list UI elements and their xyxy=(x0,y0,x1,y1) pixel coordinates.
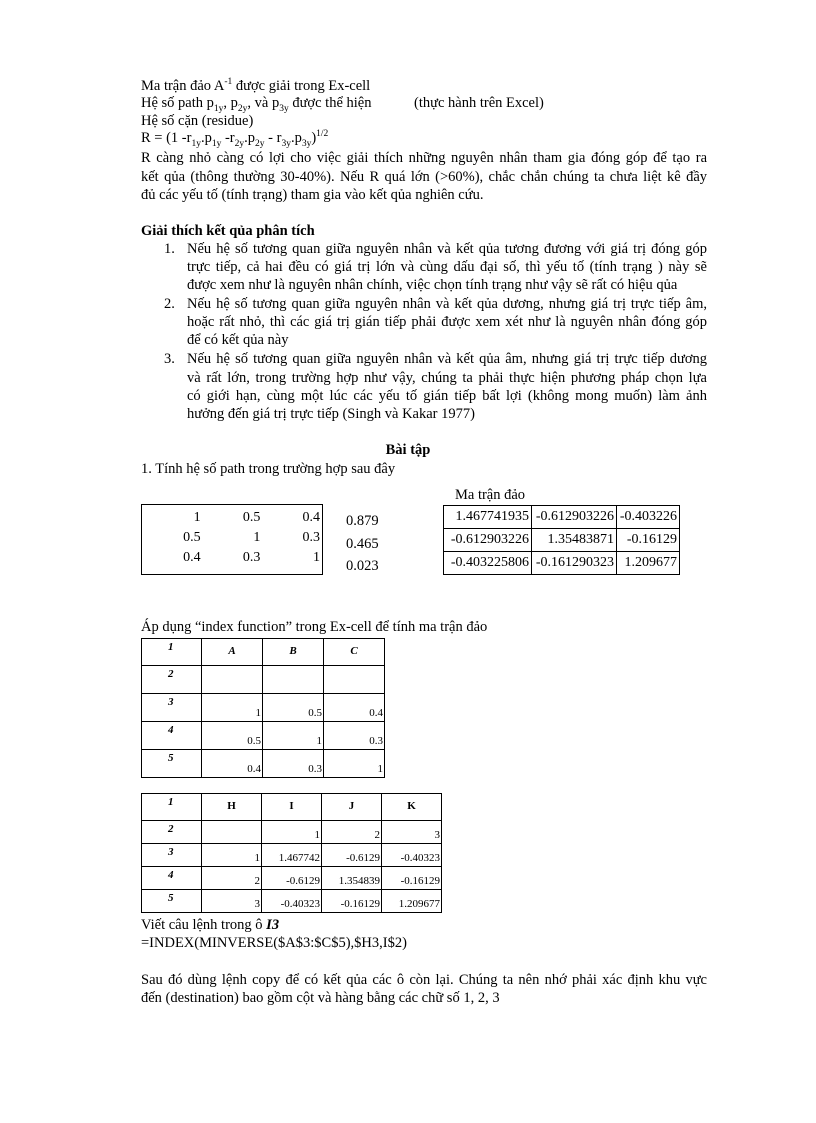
table-row xyxy=(142,694,385,722)
table-cell: 2 xyxy=(202,867,262,890)
row-header: 4 xyxy=(142,867,202,890)
table-cell: -0.6129 xyxy=(262,867,322,890)
matrix-cell: 0.3 xyxy=(302,530,320,545)
row-header: 3 xyxy=(142,844,202,867)
table-cell: 1 xyxy=(263,722,324,750)
row-header: 4 xyxy=(142,722,202,750)
list-number: 2. xyxy=(164,296,175,312)
residue-formula: R = (1 $-r_{1y}.p_{1y}$ $-r_{2y}.p_{2y} - r_{3y}.p_{3y})^{1/2}$ xyxy=(141,129,329,149)
column-header: B xyxy=(263,639,324,666)
column-header: H xyxy=(202,794,262,821)
list-item-line: hưởng đến giá trị trực tiếp (Singh và Kakar 1977) xyxy=(187,406,475,422)
inverse-matrix xyxy=(443,505,680,575)
table-cell: -0.16129 xyxy=(322,890,382,913)
table-row xyxy=(142,508,322,528)
table-cell: 3 xyxy=(202,890,262,913)
correlation-matrix-box xyxy=(141,504,323,575)
matrix-cell: -0.403226 xyxy=(619,509,677,524)
table-cell: 1 xyxy=(324,750,385,778)
table-cell: 1.209677 xyxy=(382,890,442,913)
table-row xyxy=(142,844,442,867)
path-coefficients-line: Hệ số path $p_{1y}$, $p_{2y}$, và $p_{3y}$ được thể hiện xyxy=(141,95,372,114)
list-number: 3. xyxy=(164,351,175,367)
index-formula: =INDEX(MINVERSE($A$3:$C$5),$H3,I$2) xyxy=(141,935,407,951)
matrix-cell: 1.467741935 xyxy=(444,506,532,529)
matrix-cell: 0.4 xyxy=(183,550,201,565)
list-item-line: Nếu hệ số tương quan giữa nguyên nhân và kết qủa tương đương với giá trị đóng góp xyxy=(187,241,707,257)
table-row xyxy=(142,548,322,568)
row-header: 1 xyxy=(142,639,202,666)
table-row xyxy=(142,821,442,844)
inverse-matrix-label: Ma trận đảo xyxy=(455,487,526,503)
list-item-line: để có kết qủa này xyxy=(187,332,289,348)
list-item-line: và rất lớn, trong trường hợp như vậy, chúng ta phải thực hiện phương pháp chọn lựa xyxy=(187,370,707,386)
table-cell xyxy=(263,666,324,694)
correlation-vector-value: 0.879 xyxy=(346,513,379,529)
table-cell: 1.354839 xyxy=(322,867,382,890)
table-cell: 0.3 xyxy=(324,722,385,750)
table-row xyxy=(444,529,680,552)
column-header: K xyxy=(382,794,442,821)
analysis-heading: Giải thích kết qủa phân tích xyxy=(141,223,315,239)
table-cell: -0.40323 xyxy=(262,890,322,913)
table-cell: 0.5 xyxy=(263,694,324,722)
column-header: A xyxy=(202,639,263,666)
table-row xyxy=(142,722,385,750)
table-row xyxy=(444,506,680,529)
column-header: C xyxy=(324,639,385,666)
table-row xyxy=(142,750,385,778)
residue-line: Hệ số cặn (residue) xyxy=(141,113,254,129)
table-cell: -0.6129 xyxy=(322,844,382,867)
exercise-title: Bài tập xyxy=(385,442,431,458)
list-item-line: Nếu hệ số tương quan giữa nguyên nhân và kết qủa âm, nhưng giá trị trực tiếp dương xyxy=(187,351,707,367)
table-cell: 1.467742 xyxy=(262,844,322,867)
table-cell: 1 xyxy=(202,844,262,867)
list-item-line: Nếu hệ số tương quan giữa nguyên nhân và kết qủa dương, nhưng giá trị trực tiếp âm, xyxy=(187,296,707,312)
matrix-cell: 1 xyxy=(253,530,261,545)
list-item-line: có giới hạn, cùng một lúc các yếu tố gián tiếp bất lợi (không mong muốn) làm ảnh xyxy=(187,388,707,404)
table-cell: 2 xyxy=(322,821,382,844)
row-header: 3 xyxy=(142,694,202,722)
table-row xyxy=(142,639,385,666)
table-cell xyxy=(202,821,262,844)
matrix-cell: -0.161290323 xyxy=(532,552,617,575)
table-cell: -0.40323 xyxy=(382,844,442,867)
matrix-cell: -0.612903226 xyxy=(444,529,532,552)
matrix-cell: 0.5 xyxy=(242,510,261,525)
residue-paragraph-line: R càng nhỏ càng có lợi cho việc giải thích những nguyên nhân tham gia đóng góp để tạo ra xyxy=(141,150,707,166)
closing-paragraph-line: Sau đó dùng lệnh copy để có kết qủa các ô còn lại. Chúng ta nên nhớ phải xác định khu vực xyxy=(141,972,707,988)
table-row xyxy=(142,890,442,913)
table-cell: 1 xyxy=(262,821,322,844)
row-header: 5 xyxy=(142,890,202,913)
matrix-cell: 0.5 xyxy=(183,530,201,545)
matrix-cell: -0.612903226 xyxy=(532,506,617,529)
correlation-vector-value: 0.465 xyxy=(346,536,379,552)
table-cell: 0.5 xyxy=(202,722,263,750)
matrix-cell: 1 xyxy=(193,510,201,525)
table-row xyxy=(444,552,680,575)
residue-paragraph-line: đủ các yếu tố (tính trạng) tham gia vào kết qủa nghiên cứu. xyxy=(141,187,484,203)
excel-intro: Áp dụng “index function” trong Ex-cell để tính ma trận đảo xyxy=(141,619,488,635)
list-item-line: trực tiếp, cả hai đều có giá trị lớn và cùng dấu đại số, thì yếu tố (tính trạng ) này sẽ xyxy=(187,259,707,275)
matrix-cell: 1 xyxy=(313,550,320,565)
table-cell: 1 xyxy=(202,694,263,722)
table-row xyxy=(142,867,442,890)
table-cell xyxy=(202,666,263,694)
table-row xyxy=(142,528,322,548)
matrix-cell: -0.403225806 xyxy=(444,552,532,575)
table-cell: 0.3 xyxy=(263,750,324,778)
residue-paragraph-line: kết qủa (thông thường 30-40%). Nếu R quá lớn (>60%), chắc chắn chúng ta chưa liệt kê đầy xyxy=(141,169,707,185)
row-header: 1 xyxy=(142,794,202,821)
excel-sheet-output xyxy=(141,793,442,913)
table-cell: 0.4 xyxy=(202,750,263,778)
excel-practice-note: (thực hành trên Excel) xyxy=(414,95,544,111)
table-cell: 3 xyxy=(382,821,442,844)
cell-instruction: Viết câu lệnh trong ô I3 xyxy=(141,917,280,933)
table-cell: -0.16129 xyxy=(382,867,442,890)
list-item-line: được xem như là nguyên nhân chính, việc chọn tính trạng như vậy sẽ rất có hiệu qủa xyxy=(187,277,678,293)
inverse-matrix-line: Ma trận đảo $A^{-1}$ được giải trong Ex-cell xyxy=(141,77,371,94)
column-header: J xyxy=(322,794,382,821)
row-header: 2 xyxy=(142,821,202,844)
table-cell xyxy=(324,666,385,694)
cell-reference: I3 xyxy=(266,917,280,933)
table-row xyxy=(142,794,442,821)
closing-paragraph-line: đến (destination) bao gồm cột và hàng bằng các chữ số 1, 2, 3 xyxy=(141,990,500,1006)
matrix-cell: 0.4 xyxy=(302,510,320,525)
column-header: I xyxy=(262,794,322,821)
table-row xyxy=(142,666,385,694)
row-header: 2 xyxy=(142,666,202,694)
excel-sheet-input xyxy=(141,638,385,778)
list-number: 1. xyxy=(164,241,175,257)
correlation-matrix xyxy=(142,508,322,568)
matrix-cell: 1.209677 xyxy=(617,552,680,575)
table-cell: 0.4 xyxy=(324,694,385,722)
matrix-cell: -0.16129 xyxy=(617,529,680,552)
list-item-line: hoặc rất nhỏ, thì các giá trị gián tiếp phải được xem xét như là nguyên nhân đóng góp xyxy=(187,314,707,330)
matrix-cell: 1.35483871 xyxy=(532,529,617,552)
exercise-task: 1. Tính hệ số path trong trường hợp sau đây xyxy=(141,461,396,477)
correlation-vector-value: 0.023 xyxy=(346,558,379,574)
row-header: 5 xyxy=(142,750,202,778)
matrix-cell: 0.3 xyxy=(242,550,261,565)
